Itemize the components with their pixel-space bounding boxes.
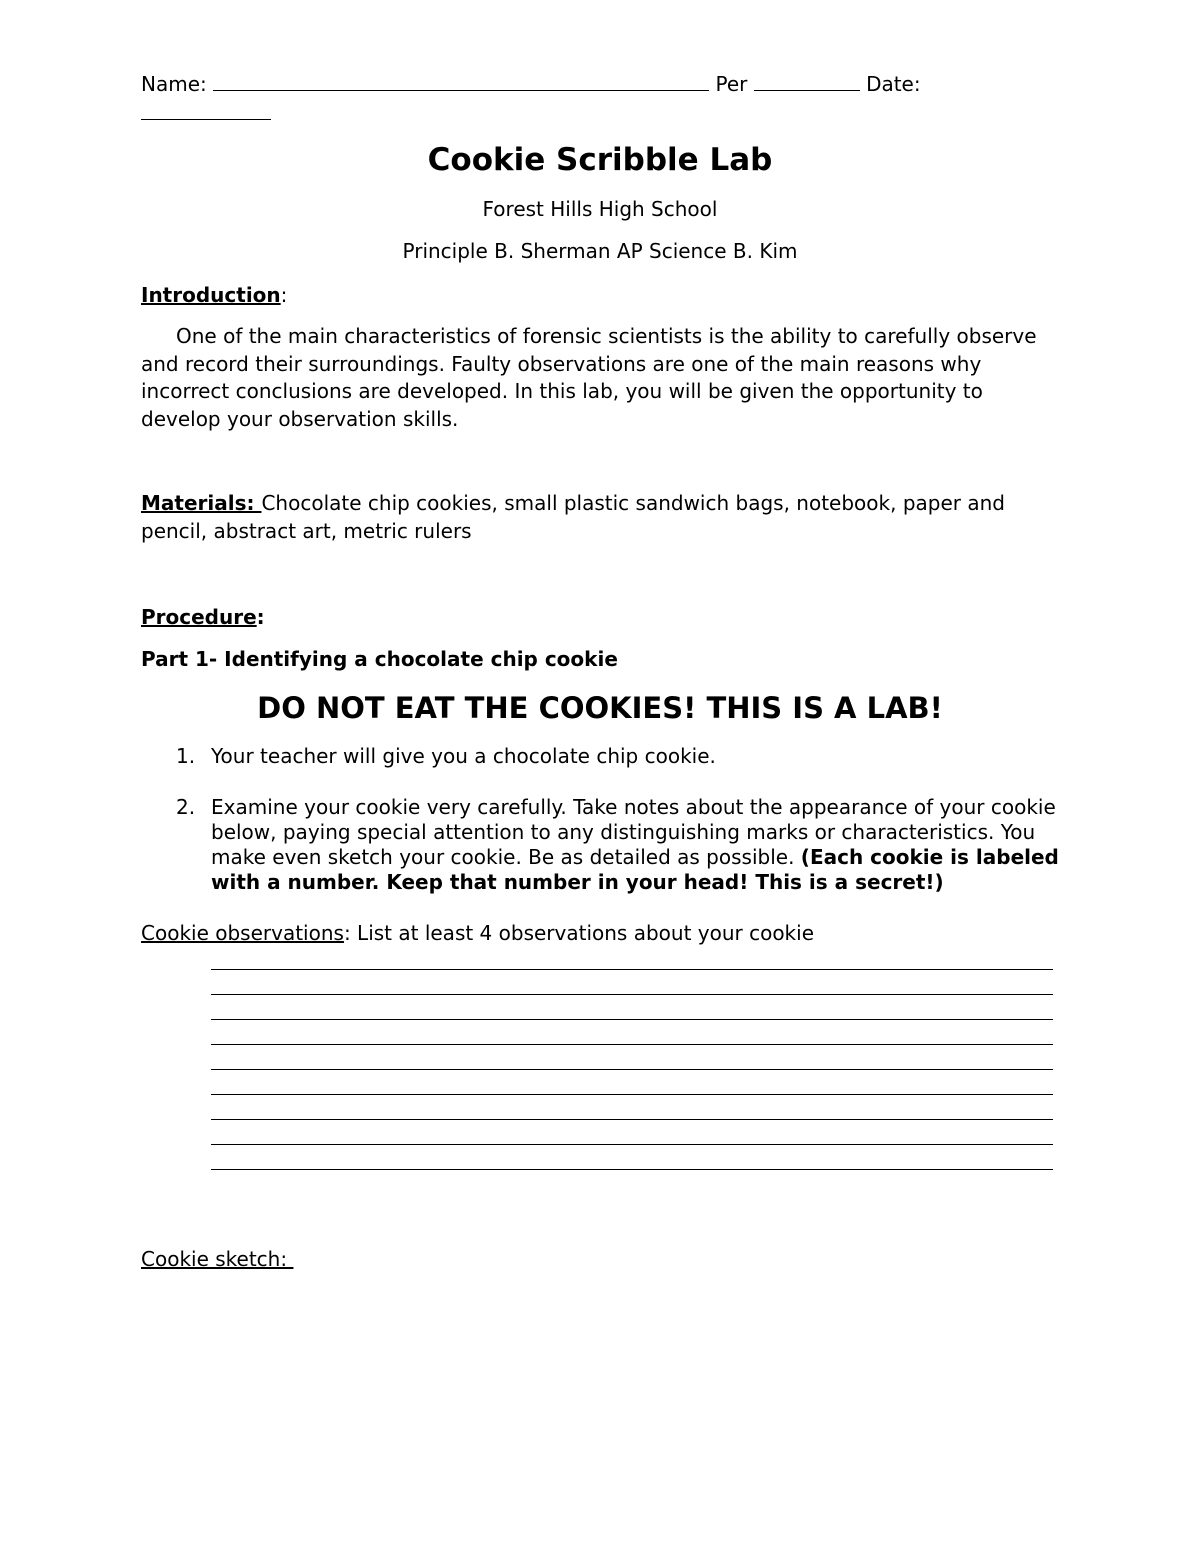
observation-line[interactable]	[211, 1144, 1053, 1145]
materials-heading: Materials:	[141, 491, 262, 515]
part1-heading: Part 1- Identifying a chocolate chip cookie	[141, 647, 618, 671]
school-name: Forest Hills High School	[482, 197, 718, 221]
introduction-colon: :	[280, 283, 288, 307]
step-2-body: Examine your cookie very carefully. Take notes about the appearance of your cookie below, paying special attention to any distinguishing marks or characteristics. You make even sketch your cookie. Be as detailed as possible.	[211, 795, 1056, 869]
sketch-label: Cookie sketch:	[141, 1247, 294, 1271]
step-2-number: 2.	[176, 795, 196, 819]
observations-instruction: : List at least 4 observations about your cookie	[343, 921, 815, 945]
date-field[interactable]	[141, 119, 271, 120]
introduction-heading-line	[141, 283, 287, 307]
observation-line[interactable]	[211, 1169, 1053, 1170]
introduction-heading: Introduction	[141, 283, 281, 307]
procedure-colon: :	[256, 605, 265, 629]
name-field[interactable]	[213, 72, 709, 91]
step-2-secret-note: (Each cookie is labeled with a number. Keep that number in your head! This is a secret!)	[211, 845, 1059, 894]
date-label: Date:	[866, 72, 921, 96]
observations-line	[141, 921, 814, 945]
period-field[interactable]	[754, 72, 860, 91]
per-label: Per	[715, 72, 748, 96]
header-line	[141, 72, 921, 96]
step-1-number: 1.	[176, 744, 196, 768]
observation-line[interactable]	[211, 1069, 1053, 1070]
step-2-text	[211, 795, 1061, 895]
page-title: Cookie Scribble Lab	[427, 142, 773, 178]
procedure-heading: Procedure	[141, 605, 257, 629]
observation-line[interactable]	[211, 994, 1053, 995]
observation-line[interactable]	[211, 969, 1053, 970]
observation-line[interactable]	[211, 1044, 1053, 1045]
observation-line[interactable]	[211, 1119, 1053, 1120]
step-1-text: Your teacher will give you a chocolate chip cookie.	[211, 744, 716, 768]
materials-paragraph	[141, 490, 1061, 545]
procedure-heading-line	[141, 605, 265, 629]
introduction-paragraph: One of the main characteristics of forensic scientists is the ability to carefully observe and record their surroundings. Faulty observations are one of the main reasons why incorrect conclusions are developed. In this lab, you will be given the opportunity to develop your observation skills.	[141, 324, 1037, 431]
observation-line[interactable]	[211, 1019, 1053, 1020]
materials-list: Chocolate chip cookies, small plastic sandwich bags, notebook, paper and pencil, abstract art, metric rulers	[141, 491, 1005, 543]
observation-line[interactable]	[211, 1094, 1053, 1095]
sketch-area[interactable]	[141, 1280, 1053, 1510]
name-label: Name:	[141, 72, 207, 96]
warning-banner: DO NOT EAT THE COOKIES! THIS IS A LAB!	[257, 691, 943, 725]
observations-label: Cookie observations	[141, 921, 344, 945]
staff-line: Principle B. Sherman AP Science B. Kim	[402, 239, 798, 263]
